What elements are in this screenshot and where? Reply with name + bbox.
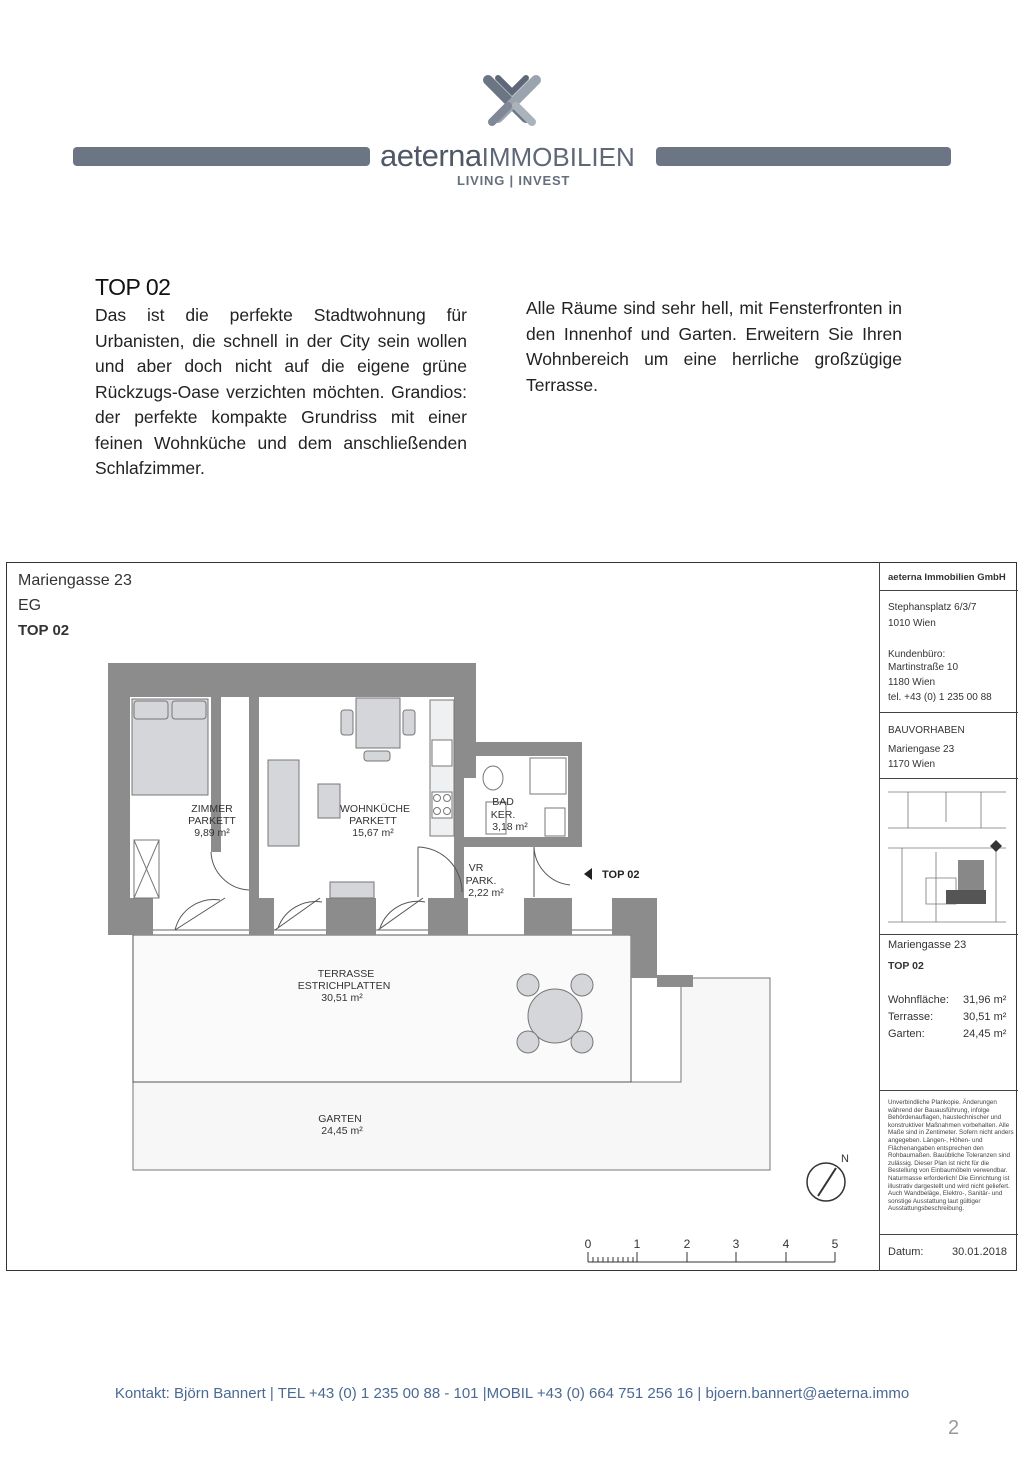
- company-city: 1010 Wien: [888, 618, 936, 629]
- scale-1: 1: [633, 1237, 641, 1251]
- area-label: Wohnfläche:: [888, 994, 949, 1006]
- intro-left-text: Das ist die perfekte Stadtwohnung für Urbanisten, die schnell in der City sein wollen und aber doch nicht auf die eigene grüne Rückzugs-Oase verzichten möchten. Grandios: der perfekte kompakte Grundriss mit einer feinen Wohnküche und dem anschließenden Schlafzimmer.: [95, 305, 467, 478]
- company-street: Stephansplatz 6/3/7: [888, 602, 977, 613]
- plan-address: Mariengasse 23: [18, 572, 132, 589]
- plan-floor: EG: [18, 597, 42, 614]
- divider: [880, 590, 1018, 591]
- footer-contact: Kontakt: Björn Bannert | TEL +43 (0) 1 235 00 88 - 101 |MOBIL +43 (0) 664 751 256 16 | bjoern.bannert@aeterna.immo: [114, 1385, 910, 1402]
- brand-bold: aeterna: [380, 138, 482, 173]
- area-label: Garten:: [888, 1028, 925, 1040]
- project-street: Mariengase 23: [888, 744, 955, 755]
- north-label: N: [841, 1153, 849, 1165]
- disclaimer: Unverbindliche Plankopie. Änderungen während der Bauausführung, infolge Behördenauflagen, haustechnischer und konstruktiver Maßnahmen vorbehalten. Alle Maße sind in Zentimeter. Sofern nicht anders angegeben. Längen-, Höhen- und Flächenangaben entsprechen den Rohbaumaßen. Bauübliche Toleranzen sind zulässig. Dieser Plan ist nicht für die Bestellung von Einbaumöbeln verwendbar. Naturmasse erforderlich! Die Einrichtung ist illustrativ dargestellt und wird nicht geliefert. Auch Wandbeläge, Elektro-, Sanitär- und sonstige Ausstattung laut gültiger Ausstattungsbeschreibung.: [888, 1099, 1014, 1213]
- divider: [880, 1090, 1018, 1091]
- summary-address: Mariengasse 23: [888, 939, 967, 951]
- area-label: Terrasse:: [888, 1011, 934, 1023]
- unit-entrance-marker: [584, 868, 640, 881]
- date-row: [888, 1246, 1008, 1258]
- north-arrow-icon: [807, 1153, 849, 1201]
- office-label: Kundenbüro:: [888, 649, 946, 660]
- terrasse-name: TERRASSE: [317, 968, 375, 980]
- vr-area: 2,22 m²: [468, 887, 504, 899]
- area-row: [888, 1011, 1007, 1023]
- divider: [880, 712, 1018, 713]
- vr-name: VR: [468, 862, 484, 874]
- unit-marker-label: TOP 02: [602, 869, 640, 881]
- scale-3: 3: [732, 1237, 740, 1251]
- scale-4: 4: [782, 1237, 790, 1251]
- project-city: 1170 Wien: [888, 759, 936, 770]
- terrasse-area: 30,51 m²: [321, 992, 363, 1004]
- area-value: 31,96 m²: [963, 994, 1007, 1006]
- office-tel: tel. +43 (0) 1 235 00 88: [888, 692, 992, 703]
- sofa: [268, 760, 299, 846]
- entrance-arrow-icon: [584, 868, 592, 880]
- plan-info-box: [879, 562, 1017, 1271]
- summary-unit: TOP 02: [888, 960, 924, 972]
- garten-area: 24,45 m²: [321, 1125, 363, 1137]
- date-value: 30.01.2018: [952, 1246, 1008, 1258]
- dining-table: [356, 698, 400, 748]
- plan-unit: TOP 02: [18, 622, 70, 639]
- project-label: BAUVORHABEN: [888, 725, 965, 736]
- brand-tagline: LIVING | INVEST: [457, 173, 571, 188]
- shower: [530, 758, 566, 794]
- bad-name: BAD: [492, 796, 514, 808]
- scale-2: 2: [683, 1237, 691, 1251]
- area-value: 24,45 m²: [963, 1028, 1007, 1040]
- scale-bar: [585, 1237, 839, 1262]
- date-label: Datum:: [888, 1246, 924, 1258]
- bad-area: 3,18 m²: [492, 821, 528, 833]
- page-number: 2: [948, 1417, 960, 1439]
- brand-light: IMMOBILIEN: [481, 142, 635, 172]
- area-row: [888, 994, 1007, 1006]
- wohnkueche-floor: PARKETT: [349, 815, 397, 827]
- terrasse-floor: ESTRICHPLATTEN: [297, 980, 391, 992]
- site-plan-thumbnail: [886, 782, 1012, 932]
- toilet: [483, 766, 503, 790]
- zimmer-area: 9,89 m²: [194, 827, 230, 839]
- office-city: 1180 Wien: [888, 677, 936, 688]
- area-row: [888, 1028, 1007, 1040]
- wohnkueche-name: WOHNKÜCHE: [340, 803, 410, 815]
- area-value: 30,51 m²: [963, 1011, 1007, 1023]
- bad-floor: KER.: [490, 809, 516, 821]
- intro-right-text: Alle Räume sind sehr hell, mit Fensterfronten in den Innenhof und Garten. Erweitern Sie Ihren Wohnbereich um eine herrliche großzügige Terrasse.: [526, 298, 902, 395]
- divider: [880, 1234, 1018, 1235]
- sideboard: [330, 882, 374, 898]
- garten-name: GARTEN: [318, 1113, 362, 1125]
- wohnkueche-area: 15,67 m²: [352, 827, 394, 839]
- company-name: aeterna Immobilien GmbH: [888, 572, 1006, 583]
- divider: [880, 778, 1018, 779]
- scale-5: 5: [831, 1237, 839, 1251]
- zimmer-name: ZIMMER: [191, 803, 233, 815]
- scale-0: 0: [584, 1237, 592, 1251]
- office-street: Martinstraße 10: [888, 662, 959, 673]
- divider: [880, 934, 1018, 935]
- page-title: TOP 02: [95, 274, 171, 300]
- coffee-table: [318, 784, 340, 818]
- zimmer-floor: PARKETT: [188, 815, 236, 827]
- vr-floor: PARK.: [465, 875, 497, 887]
